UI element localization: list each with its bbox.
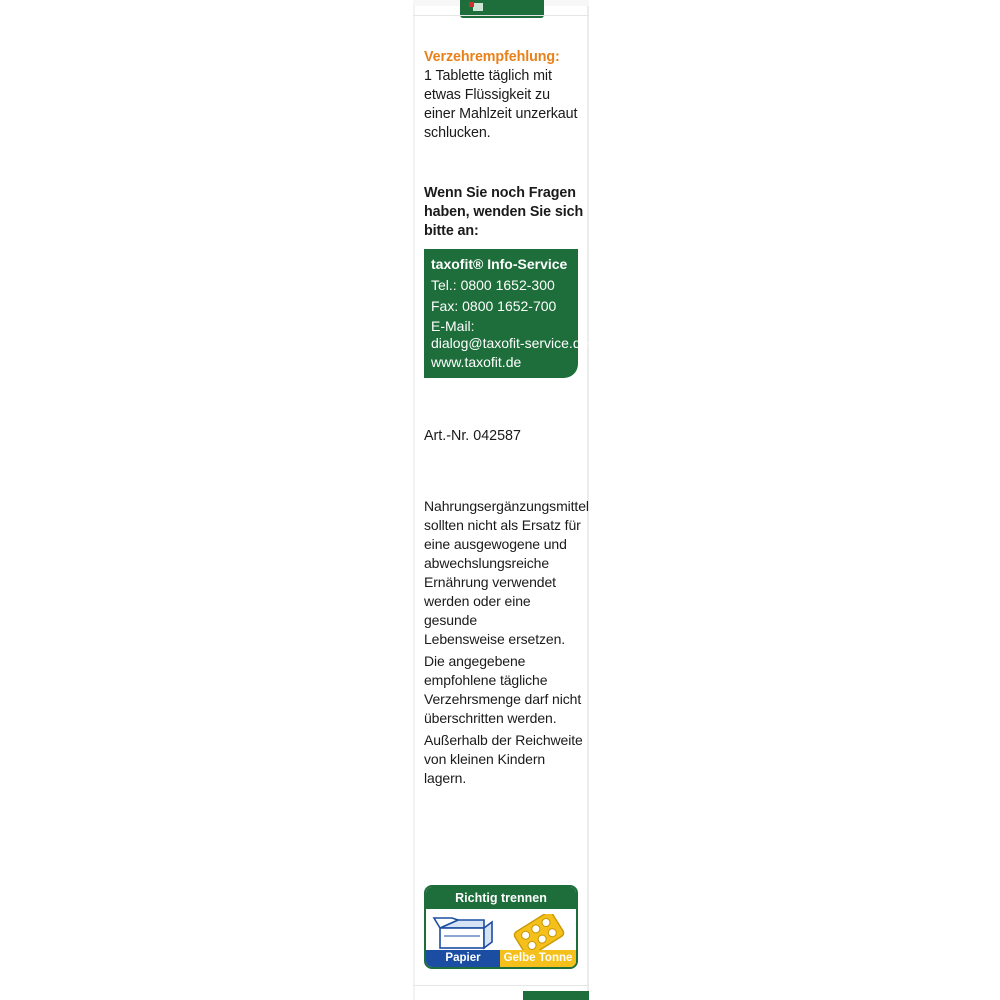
dosage-line: einer Mahlzeit unzerkaut <box>424 106 578 122</box>
recycling-title: Richtig trennen <box>426 887 576 909</box>
recycling-badge <box>424 885 578 969</box>
disclaimer-paragraph-1 <box>424 497 589 649</box>
disclaimer-line: Ernährung verwendet <box>424 574 556 590</box>
recycling-paper-label: Papier <box>426 950 500 967</box>
disclaimer-line: Lebensweise ersetzen. <box>424 631 566 647</box>
dosage-line: etwas Flüssigkeit zu <box>424 87 550 103</box>
disclaimer-line: sollten nicht als Ersatz für <box>424 517 581 533</box>
info-service-title: taxofit® Info-Service <box>431 256 568 272</box>
disclaimer-paragraph-3 <box>424 731 584 788</box>
disclaimer-line: Nahrungsergänzungsmittel <box>424 498 589 514</box>
disclaimer-line: überschritten werden. <box>424 710 557 726</box>
questions-section <box>424 184 584 241</box>
package-bottom-edge <box>413 985 589 1000</box>
disclaimer-line: empfohlene tägliche <box>424 672 548 688</box>
disclaimer-line: abwechslungsreiche <box>424 555 550 571</box>
blister-pack-icon <box>505 914 573 950</box>
disclaimer-line: von kleinen Kindern lagern. <box>424 751 546 786</box>
info-website: www.taxofit.de <box>431 354 522 370</box>
disclaimer-section <box>424 497 589 791</box>
recycling-yellow-bin-label: Gelbe Tonne <box>500 950 576 967</box>
dosage-heading: Verzehrempfehlung: <box>424 49 560 65</box>
dosage-section <box>424 48 584 143</box>
dosage-line: schlucken. <box>424 125 491 141</box>
info-fax: Fax: 0800 1652-700 <box>431 298 557 314</box>
questions-line: haben, wenden Sie sich <box>424 204 584 220</box>
disclaimer-line: werden oder eine gesunde <box>424 593 531 628</box>
disclaimer-line: eine ausgewogene und <box>424 536 567 552</box>
info-email-label: E-Mail: <box>431 318 475 334</box>
info-service-box <box>424 249 589 378</box>
paper-box-icon <box>430 914 498 950</box>
questions-line: bitte an: <box>424 223 479 239</box>
article-number: Art.-Nr. 042587 <box>424 428 521 444</box>
disclaimer-line: Verzehrsmenge darf nicht <box>424 691 582 707</box>
info-phone: Tel.: 0800 1652-300 <box>431 277 555 293</box>
disclaimer-paragraph-2 <box>424 652 584 728</box>
dosage-line: 1 Tablette täglich mit <box>424 68 552 84</box>
disclaimer-line: Die angegebene <box>424 653 526 669</box>
info-email: dialog@taxofit-service.de <box>431 335 589 351</box>
disclaimer-line: Außerhalb der Reichweite <box>424 732 583 748</box>
questions-line: Wenn Sie noch Fragen <box>424 185 576 201</box>
package-top-edge <box>413 0 589 20</box>
